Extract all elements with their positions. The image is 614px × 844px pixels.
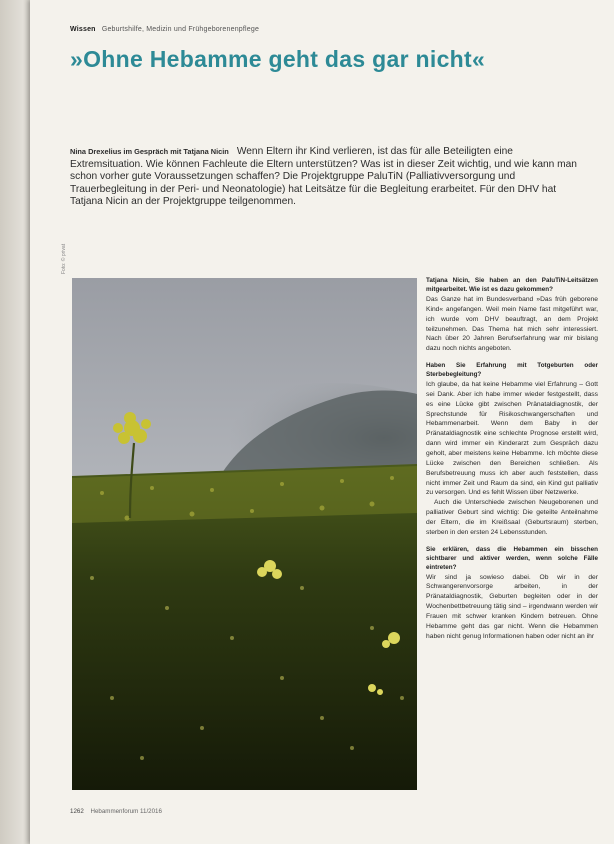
article-byline: Nina Drexelius im Gespräch mit Tatjana Nicin — [70, 147, 229, 156]
magazine-page — [30, 0, 614, 844]
answer-2: Ich glaube, da hat keine Hebamme viel Erfahrung – Gott sei Dank. Aber ich habe immer wieder festgestellt, dass es eine Lücke gibt zwischen Pränataldiagnostik, der Sprechstunde für Risikoschwangerschaften und Hebammenarbeit. Wenn dem Baby in der Pränataldiagnostik eine schlechte Prognose erstellt wird, dann wird immer ein Kinderarzt zum Gespräch dazu geholt, aber meistens keine Hebamme. Ich möchte diese Lücke zwischen den Bereichen schließen. Als Berufsbetreuung muss ich aber auch feststellen, dass nicht immer Zeit und Raum da sind, ein Kind gut palliativ zu versorgen. Und es fehlt Wissen über Netzwerke. — [426, 381, 598, 497]
photo-credit: Foto: © privat — [61, 243, 67, 274]
section-subtitle: Geburtshilfe, Medizin und Frühgeborenenpflege — [101, 26, 260, 33]
section-label: Wissen — [70, 26, 96, 33]
answer-3: Wir sind ja sowieso dabei. Ob wir in der Schwangerenvorsorge arbeiten, in der Pränataldiagnostik, Geburten begleiten oder in der Wochenbettbetreuung tätig sind – irgendwann werden wir Frauen mit schwer kranken Kindern betreuen. Ohne Hebamme geht das gar nicht. Wenn die Hebammen haben nicht genug Informationen haben oder nicht an ihr — [426, 573, 598, 640]
page-number: 1262 — [70, 808, 84, 815]
page-footer — [70, 808, 162, 815]
answer-2-continued: Auch die Unterschiede zwischen Neugeborenen und palliativer Geburt sind wichtig: Die geteilte Anteilnahme der Eltern, die im Kreißsaal (Geburtsraum) sterben, sterben in den ersten 24 Lebensstunden. — [426, 499, 598, 536]
section-header — [70, 26, 259, 33]
field-photo-graphic — [72, 278, 417, 790]
rapeseed-field-photo — [72, 278, 417, 790]
journal-name: Hebammenforum 11/2016 — [90, 808, 162, 815]
question-1: Tatjana Nicin, Sie haben an den PaluTiN-Leitsätzen mitgearbeitet. Wie ist es dazu gekommen? — [426, 277, 598, 293]
question-3: Sie erklären, dass die Hebammen ein bisschen sichtbarer und aktiver werden, wenn solche Fälle eintreten? — [426, 545, 598, 571]
article-intro — [70, 146, 580, 209]
answer-1: Das Ganze hat im Bundesverband »Das früh geborene Kind« angefangen. Weil mein Name fast mitgeführt war, ich wurde vom DHV beauftragt, an dem Projekt teilzunehmen. Das Thema hat mich sehr interessiert. Nach über 20 Jahren Berufserfahrung war mir bislang dazu noch nichts angeboten. — [426, 296, 598, 353]
interview-column — [426, 276, 598, 648]
question-2: Haben Sie Erfahrung mit Totgeburten oder Sterbebegleitung? — [426, 362, 598, 379]
intro-text: Wenn Eltern ihr Kind verlieren, ist das für alle Beteiligten eine Extremsituation. Wie können Fachleute die Eltern unterstützen? Was ist in dieser Zeit wichtig, und wie kann man schon vorher gute Voraussetzungen schaffen? Die Projektgruppe PaluTiN (Palliativversorgung und Trauerbegleitung in der Peri- und Neonatologie) hat Leitsätze für die Begleitung erarbeitet. Für den DHV hat Tatjana Nicin an der Projektgruppe teilgenommen. — [70, 146, 577, 208]
article-title: »Ohne Hebamme geht das gar nicht« — [70, 46, 486, 72]
